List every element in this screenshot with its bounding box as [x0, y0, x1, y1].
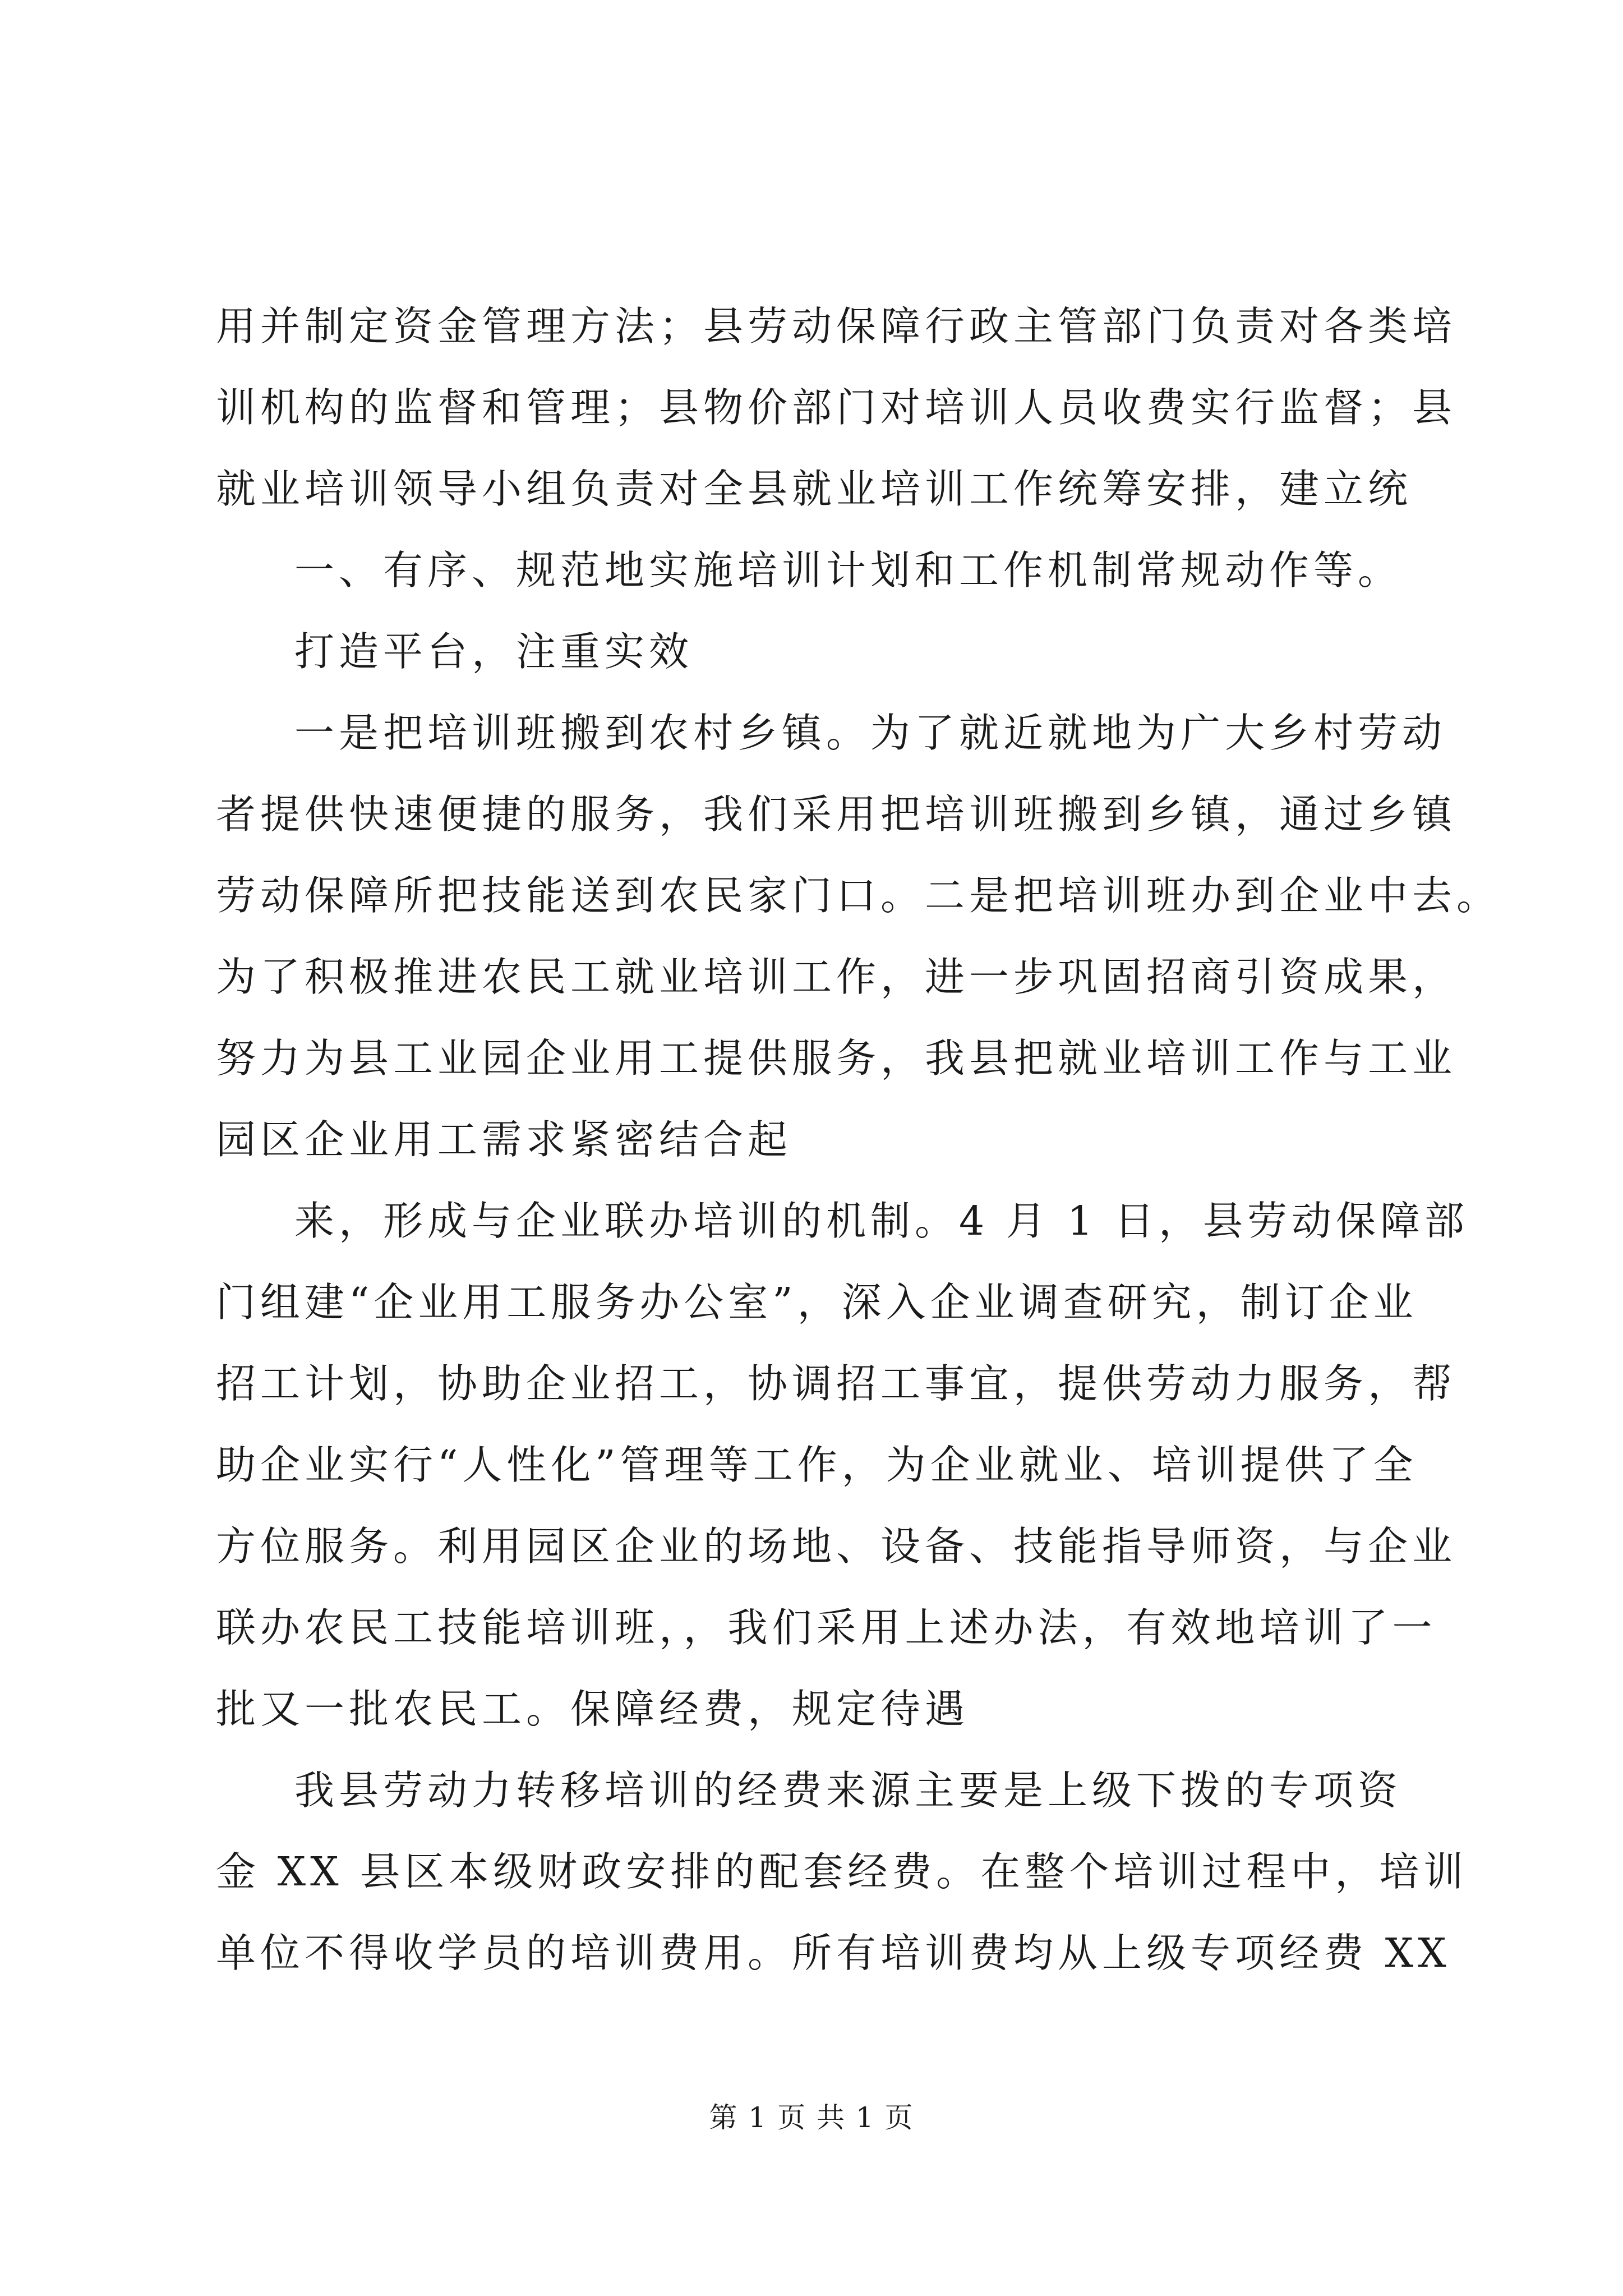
text-line: 用并制定资金管理方法；县劳动保障行政主管部门负责对各类培 — [216, 303, 1457, 349]
text-line: 批又一批农民工。保障经费，规定待遇 — [216, 1686, 970, 1732]
text-line: 一是把培训班搬到农村乡镇。为了就近就地为广大乡村劳动 — [294, 710, 1447, 756]
text-line: 为了积极推进农民工就业培训工作，进一步巩固招商引资成果， — [216, 954, 1457, 1000]
text-line: 助企业实行“人性化”管理等工作，为企业就业、培训提供了全 — [216, 1442, 1418, 1488]
text-line: 我县劳动力转移培训的经费来源主要是上级下拨的专项资 — [294, 1767, 1403, 1814]
text-line: 联办农民工技能培训班，，我们采用上述办法，有效地培训了一 — [216, 1604, 1437, 1651]
text-line: 者提供快速便捷的服务，我们采用把培训班搬到乡镇，通过乡镇 — [216, 791, 1457, 838]
text-line: 训机构的监督和管理；县物价部门对培训人员收费实行监督；县 — [216, 384, 1457, 431]
text-line: 方位服务。利用园区企业的场地、设备、技能指导师资，与企业 — [216, 1523, 1457, 1570]
page-number-footer: 第 1 页 共 1 页 — [709, 2101, 914, 2134]
text-line: 努力为县工业园企业用工提供服务，我县把就业培训工作与工业 — [216, 1035, 1457, 1082]
text-line: 劳动保障所把技能送到农民家门口。二是把培训班办到企业中去。 — [216, 872, 1501, 919]
text-line: 单位不得收学员的培训费用。所有培训费均从上级专项经费 XX — [216, 1930, 1451, 1976]
text-line: 金 XX 县区本级财政安排的配套经费。在整个培训过程中，培训 — [216, 1848, 1468, 1895]
text-line: 招工计划，协助企业招工，协调招工事宜，提供劳动力服务，帮 — [216, 1360, 1457, 1407]
text-line: 来，形成与企业联办培训的机制。4 月 1 日，县劳动保障部 — [294, 1198, 1469, 1244]
text-line: 就业培训领导小组负责对全县就业培训工作统筹安排，建立统 — [216, 466, 1413, 512]
text-line: 一、有序、规范地实施培训计划和工作机制常规动作等。 — [294, 547, 1403, 593]
section-heading: 打造平台，注重实效 — [294, 628, 694, 675]
text-line: 园区企业用工需求紧密结合起 — [216, 1116, 792, 1163]
text-line: 门组建“企业用工服务办公室”，深入企业调查研究，制订企业 — [216, 1279, 1418, 1326]
